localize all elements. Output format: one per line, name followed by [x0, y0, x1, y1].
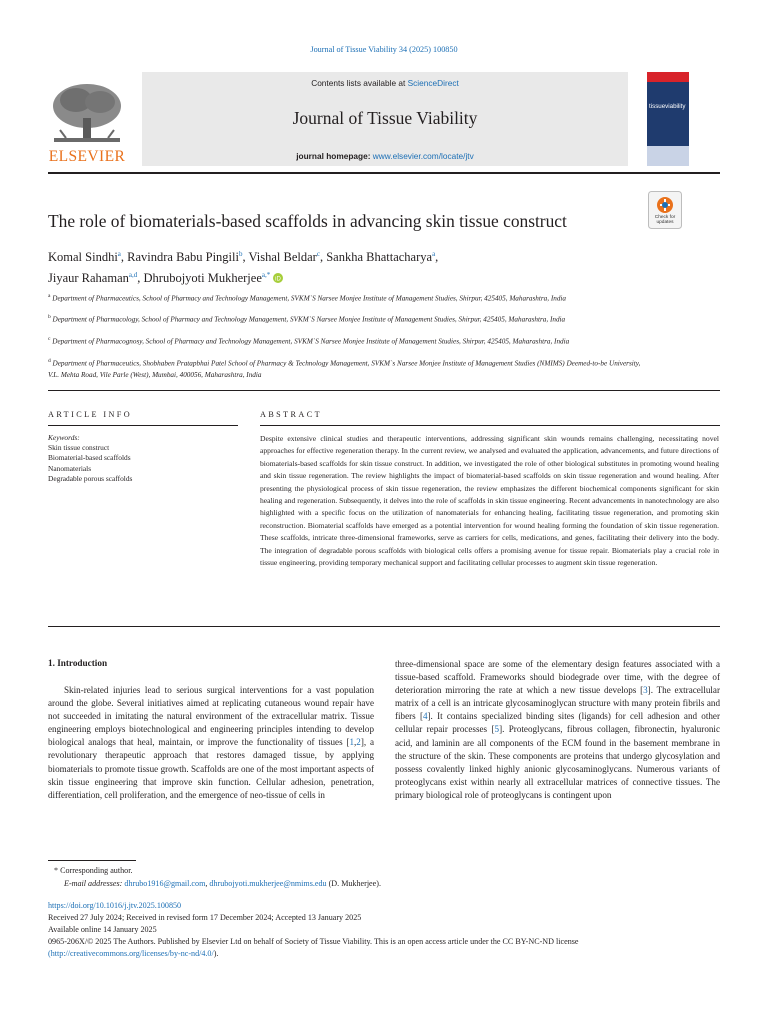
email-label: E-mail addresses: — [64, 879, 125, 888]
author-name[interactable]: Dhrubojyoti Mukherjee — [143, 271, 262, 286]
affiliation-text: Department of Pharmaceutics, Shobhaben Pratapbhai Patel School of Pharmacy & Technology Management, SVKM`s Narsee Monjee Institute of Management Studies (NMIMS) Deemed-to-be University, V.L. Mehta Road, Vile Parle (West), Mumbai, 400056, Maharashtra, India — [48, 359, 641, 379]
affiliation — [48, 291, 648, 305]
abstract-end-divider — [48, 626, 720, 627]
citation-link[interactable]: 4 — [422, 711, 428, 722]
intro-text: ], a revolutionary therapeutic approach that restores damaged tissue, by applying biomaterials to promote tissue growth. Scaffolds are one of the most important aspects of skin tissue engineering that improve skin function. Cellular adhesion, penetration, differentiation, cell proliferation, and the emergence of neo-tissue of cells in — [48, 737, 374, 800]
license-link[interactable]: (http://creativecommons.org/licenses/by-nc-nd/4.0/ — [48, 948, 214, 958]
article-title: The role of biomaterials-based scaffolds in advancing skin tissue construct — [48, 211, 567, 231]
author-name[interactable]: Jiyaur Rahaman — [48, 271, 129, 286]
introduction-heading: 1. Introduction — [48, 658, 108, 668]
email-link[interactable]: dhrubojyoti.mukherjee@nmims.edu — [209, 879, 327, 888]
citation-link[interactable]: 5 — [494, 724, 500, 735]
keyword-item[interactable]: Degradable porous scaffolds — [48, 473, 133, 483]
author-name[interactable]: Vishal Beldar — [248, 250, 317, 265]
citation-separator: , — [354, 737, 357, 748]
affiliation-text: Department of Pharmacology, School of Pharmacy and Technology Management, SVKM`S Narsee Monjee Institute of Management Studies, Shirpur, 425405, Maharashtra, India — [52, 315, 566, 324]
author-list: Komal Sindhi$^a$, Ravindra Babu Pingili$^b$, Vishal Beldar$^c$, Sankha Bhattacharya$^a$, Jiyaur Rahaman$^{a,d}$, Dhrubojyoti Mukherjee$^{a,*}$ iD — [48, 250, 439, 286]
email-owner: (D. Mukherjee). — [326, 879, 381, 888]
keywords-block — [48, 433, 223, 484]
keyword-item[interactable]: Nanomaterials — [48, 463, 92, 473]
intro-text: ]. The extracellular matrix of a cell is an intricate glycosaminoglycan structure with many protein fibrils and fibers [ — [395, 685, 720, 722]
publisher-name: ELSEVIER — [48, 148, 126, 165]
footnote-divider — [48, 860, 136, 861]
keyword-item[interactable]: Biomaterial-based scaffolds — [48, 453, 131, 463]
journal-homepage — [142, 151, 628, 161]
license-note — [48, 936, 720, 959]
affiliation-mark: a — [48, 293, 51, 299]
abstract-heading: ABSTRACT — [260, 410, 322, 419]
license-end: ). — [213, 948, 219, 958]
email-separator: , — [205, 879, 210, 888]
affiliation-mark: d — [48, 358, 51, 364]
affiliation — [48, 356, 648, 381]
author-affiliation-mark[interactable]: c — [316, 250, 320, 258]
affiliation — [48, 334, 648, 348]
intro-text: three-dimensional space are some of the elementary design features associated with a tissue-based scaffold. Frameworks should biodegrade over time, with the degree of deterioration mirroring the rate at which a new tissue develops [ — [395, 659, 720, 696]
journal-reference[interactable]: Journal of Tissue Viability 34 (2025) 100850 — [310, 45, 458, 54]
intro-text: Skin-related injuries lead to serious surgical interventions for a vast population around the globe. Several initiatives aimed at replicating cutaneous wound repair have not succeeded in imitating the natural environment of the extracellular matrix. Tissue engineering employs biotechnological and engineering principles intending to develop biological analogs that heal, maintain, or improve the functionality of tissues [ — [48, 685, 374, 748]
check-for-updates-button[interactable] — [648, 191, 682, 229]
keyword-item[interactable]: Skin tissue construct — [48, 443, 110, 453]
homepage-label: journal homepage: — [296, 151, 373, 161]
article-info-divider — [48, 425, 238, 426]
orcid-icon[interactable] — [273, 273, 283, 283]
abstract-text: Despite extensive clinical studies and therapeutic interventions, addressing significant skin wounds remains challenging, necessitating novel approaches for effective regeneration therapy. In the current review, we analysed and evaluated the application, advancements, and future directions of biomaterials-based scaffolds for skin tissue construct. In addition, we investigated the role of other biological substitutes in promoting wound healing and skin tissue regeneration. The review highlights the impact of biomaterial-based scaffolds on skin tissue regeneration and wound healing. After presenting the physiological process of skin tissue regeneration, the review emphasizes the different biochemical components significant for skin healing and regeneration. Subsequently, it delves into the role of scaffolds in skin tissue engineering. Recent advancements in nanotechnology are also highlighted with a specific focus on the utilization of nanomaterials for enhancing healing, facilitating tissue regeneration, and promoting skin reconstruction. Biomaterial scaffolds have emerged as a potential intervention for wound healing forming the foundation of skin tissue regeneration. These scaffolds, intricate three-dimensional frameworks, serve as carriers for cells, medications, and genes, facilitating their delivery into the body. The integration of degradable porous scaffolds with biological cells offers a promising avenue for tissue repair. Biomaterials play a crucial role in tissue engineering, providing temporary mechanical support and facilitating cellular processes to augment skin tissue regeneration. — [260, 434, 719, 568]
masthead-divider — [48, 172, 720, 174]
article-info-heading: ARTICLE INFO — [48, 410, 133, 419]
keywords-label: Keywords: — [48, 433, 80, 442]
abstract-divider — [260, 425, 720, 426]
email-link[interactable]: dhrubo1916@gmail.com — [124, 879, 206, 888]
cover-label: tissueviability — [649, 103, 686, 110]
author-affiliation-mark[interactable]: a — [432, 250, 436, 258]
affiliation — [48, 312, 648, 326]
citation-link[interactable]: 1 — [349, 737, 355, 748]
license-text: 0965-206X/© 2025 The Authors. Published by Elsevier Ltd on behalf of Society of Tissue Viability. This is an open access article under the CC BY-NC-ND license — [48, 937, 579, 946]
author-affiliation-mark[interactable]: a,* — [261, 271, 271, 280]
citation-link[interactable]: 2 — [356, 737, 361, 748]
contents-line — [142, 78, 628, 88]
author-affiliation-mark[interactable]: a — [117, 250, 121, 258]
introduction-left-column — [48, 684, 374, 802]
email-note — [64, 878, 714, 890]
journal-cover[interactable] — [647, 72, 689, 166]
corresponding-author-note: * Corresponding author. — [54, 866, 133, 875]
corresponding-label: Corresponding author. — [60, 866, 133, 875]
affiliation-text: Department of Pharmaceutics, School of Pharmacy and Technology Management, SVKM`S Narsee Monjee Institute of Management Studies, Shirpur, 425405, Maharashtra, India — [52, 294, 567, 303]
sciencedirect-link[interactable]: ScienceDirect — [407, 78, 459, 88]
received-dates: Received 27 July 2024; Received in revised form 17 December 2024; Accepted 13 January 2025 — [48, 913, 362, 922]
affiliation-text: Department of Pharmacognosy, School of Pharmacy and Technology Management, SVKM`S Narsee Monjee Institute of Management Studies, Shirpur, 425405, Maharashtra, India — [52, 337, 570, 346]
svg-text:iD: iD — [275, 276, 282, 283]
affiliation-mark: c — [48, 336, 51, 342]
author-affiliation-mark[interactable]: b — [238, 250, 243, 258]
homepage-link[interactable]: www.elsevier.com/locate/jtv — [372, 151, 474, 161]
check-updates-label: Check for updates — [654, 215, 676, 226]
affiliation-mark: b — [48, 314, 51, 320]
citation-link[interactable]: 3 — [643, 685, 648, 696]
doi-link[interactable]: https://doi.org/10.1016/j.jtv.2025.100850 — [48, 901, 182, 910]
available-online-date: Available online 14 January 2025 — [48, 925, 157, 934]
author-name[interactable]: Sankha Bhattacharya — [326, 250, 433, 265]
intro-text: ]. It contains specialized binding sites (ligands) for cell adhesion and other cellular repair processes [ — [395, 711, 720, 735]
introduction-right-column — [395, 658, 720, 802]
intro-text: ]. Proteoglycans, fibrous collagen, fibronectin, hyaluronic acid, and laminin are all components of the ECM found in the basement membrane in the structure of the skin. These components are proteins that undergo glycosylation and possess covalently linked highly anionic glycosaminoglycans. Numerous variants of proteoglycans exist within nearly all extracellular matrices of connective tissues. The primary biological role of proteoglycans is contingent upon — [395, 724, 720, 800]
author-name[interactable]: Ravindra Babu Pingili — [127, 250, 239, 265]
contents-prefix: Contents lists available at — [311, 78, 408, 88]
author-name[interactable]: Komal Sindhi — [48, 250, 118, 265]
affiliations-divider — [48, 390, 720, 391]
journal-title: Journal of Tissue Viability — [292, 108, 478, 128]
author-affiliation-mark[interactable]: a,d — [128, 271, 138, 280]
